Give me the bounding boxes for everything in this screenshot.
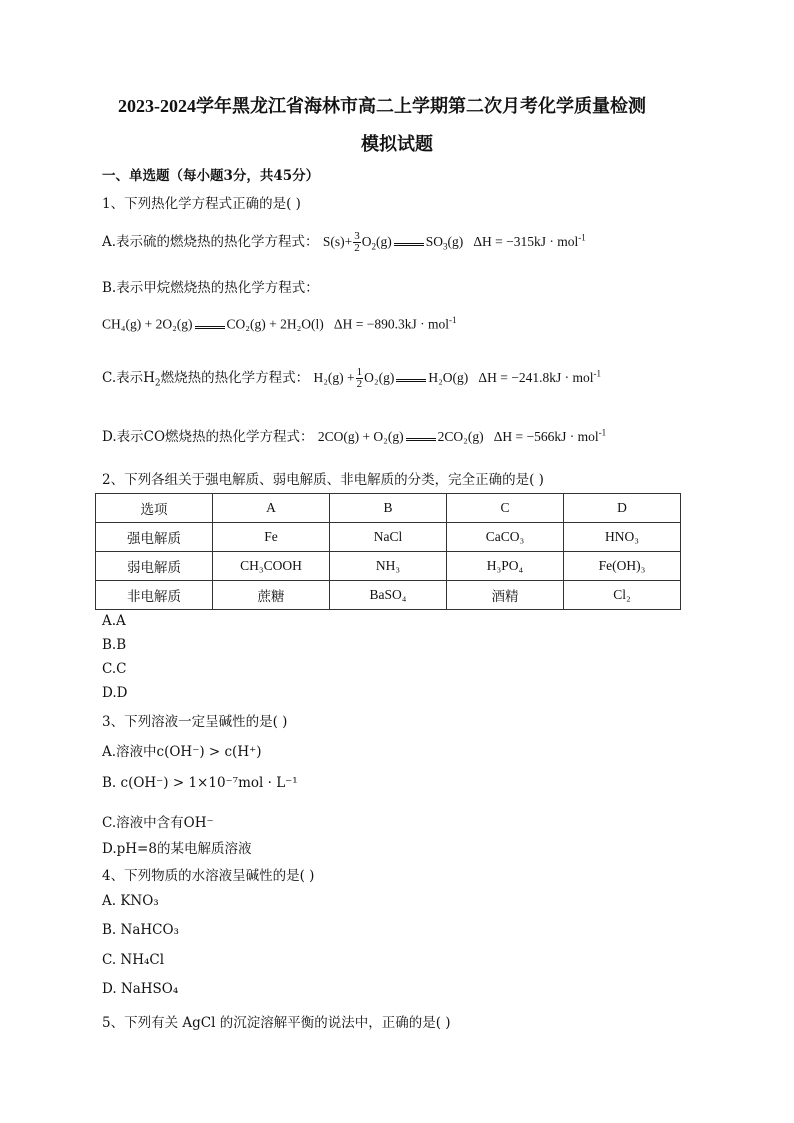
table-header-row bbox=[96, 494, 681, 523]
table-cell: 酒精 bbox=[447, 581, 564, 610]
table-cell: CaCO₃ bbox=[447, 523, 564, 552]
q1-option-a bbox=[102, 230, 586, 254]
table-cell: H₃PO₄ bbox=[447, 552, 564, 581]
table-cell: HNO₃ bbox=[564, 523, 681, 552]
title-line-1: 2023-2024学年黑龙江省海林市高二上学期第二次月考化学质量检测 bbox=[118, 96, 646, 116]
q2-option-a: A.A bbox=[102, 613, 126, 629]
q3-option-c: C.溶液中含有OH⁻ bbox=[102, 815, 214, 831]
q4-option-d: D. NaHSO₄ bbox=[102, 981, 179, 997]
section-heading: 一、单选题（每小题3分，共45分） bbox=[102, 168, 320, 184]
table-cell: 强电解质 bbox=[96, 523, 213, 552]
table-cell: BaSO₄ bbox=[330, 581, 447, 610]
q1-a-equation: S(s)+ $\frac{3}{2}$ $O_2(g)$ $SO_3(g)$ ΔH = −315kJ · mol$^{-1}$ bbox=[322, 230, 586, 255]
table-cell: A bbox=[213, 494, 330, 523]
table-row bbox=[96, 581, 681, 610]
table-cell: Cl₂ bbox=[564, 581, 681, 610]
q4-option-c: C. NH₄Cl bbox=[102, 952, 165, 968]
q4-option-b: B. NaHCO₃ bbox=[102, 922, 179, 938]
q3-option-b: B. c(OH⁻) > 1×10⁻⁷mol · L⁻¹ bbox=[102, 775, 298, 791]
q3-stem: 3、下列溶液一定呈碱性的是( ) bbox=[102, 714, 288, 730]
table-row bbox=[96, 523, 681, 552]
q1-option-c: C.表示$H_2$燃烧热的热化学方程式： H₂(g) + $\frac{1}{2}$ O₂(g) H₂O(g) ΔH = −241.8kJ · mol$^{-1}$ bbox=[102, 366, 601, 391]
q5-stem: 5、下列有关 AgCl 的沉淀溶解平衡的说法中，正确的是( ) bbox=[102, 1015, 451, 1031]
q1-option-b-label: B.表示甲烷燃烧热的热化学方程式： bbox=[102, 280, 319, 296]
table-cell: NaCl bbox=[330, 523, 447, 552]
q1-c-equation: H₂(g) + $\frac{1}{2}$ O₂(g) H₂O(g) ΔH = −241.8kJ · mol$^{-1}$ bbox=[313, 366, 601, 391]
q4-option-a: A. KNO₃ bbox=[102, 893, 159, 909]
q2-stem: 2、下列各组关于强电解质、弱电解质、非电解质的分类，完全正确的是( ) bbox=[102, 472, 544, 488]
table-cell: CH₃COOH bbox=[213, 552, 330, 581]
title-line-2: 模拟试题 bbox=[361, 134, 433, 154]
q1-d-equation: 2CO(g) + O₂(g) 2CO₂(g) ΔH = −566kJ · mol$^{-1}$ bbox=[317, 427, 607, 444]
q4-stem: 4、下列物质的水溶液呈碱性的是( ) bbox=[102, 868, 315, 884]
q1-stem: 1、下列热化学方程式正确的是( ) bbox=[102, 196, 301, 212]
q3-option-d: D.pH=8的某电解质溶液 bbox=[102, 841, 252, 857]
table-cell: 选项 bbox=[96, 494, 213, 523]
table-cell: C bbox=[447, 494, 564, 523]
table-cell: Fe(OH)₃ bbox=[564, 552, 681, 581]
q3-option-a: A.溶液中c(OH⁻) > c(H⁺) bbox=[102, 744, 262, 760]
q1-option-d: D.表示CO燃烧热的热化学方程式： 2CO(g) + O₂(g) 2CO₂(g) ΔH = −566kJ · mol$^{-1}$ bbox=[102, 427, 607, 445]
table-cell: NH₃ bbox=[330, 552, 447, 581]
table-cell: 蔗糖 bbox=[213, 581, 330, 610]
table-cell: D bbox=[564, 494, 681, 523]
table-cell: Fe bbox=[213, 523, 330, 552]
electrolyte-table bbox=[95, 493, 681, 610]
q1-a-label: A.表示硫的燃烧热的热化学方程式： bbox=[102, 234, 319, 250]
q1-b-equation: CH₄(g) + 2O₂(g) CO₂(g) + 2H₂O(l) ΔH = −890.3kJ · mol$^{-1}$ bbox=[102, 315, 457, 332]
q2-option-c: C.C bbox=[102, 661, 127, 677]
table-cell: 非电解质 bbox=[96, 581, 213, 610]
table-cell: B bbox=[330, 494, 447, 523]
table-cell: 弱电解质 bbox=[96, 552, 213, 581]
q2-option-b: B.B bbox=[102, 637, 127, 653]
q2-option-d: D.D bbox=[102, 685, 128, 701]
table-row bbox=[96, 552, 681, 581]
